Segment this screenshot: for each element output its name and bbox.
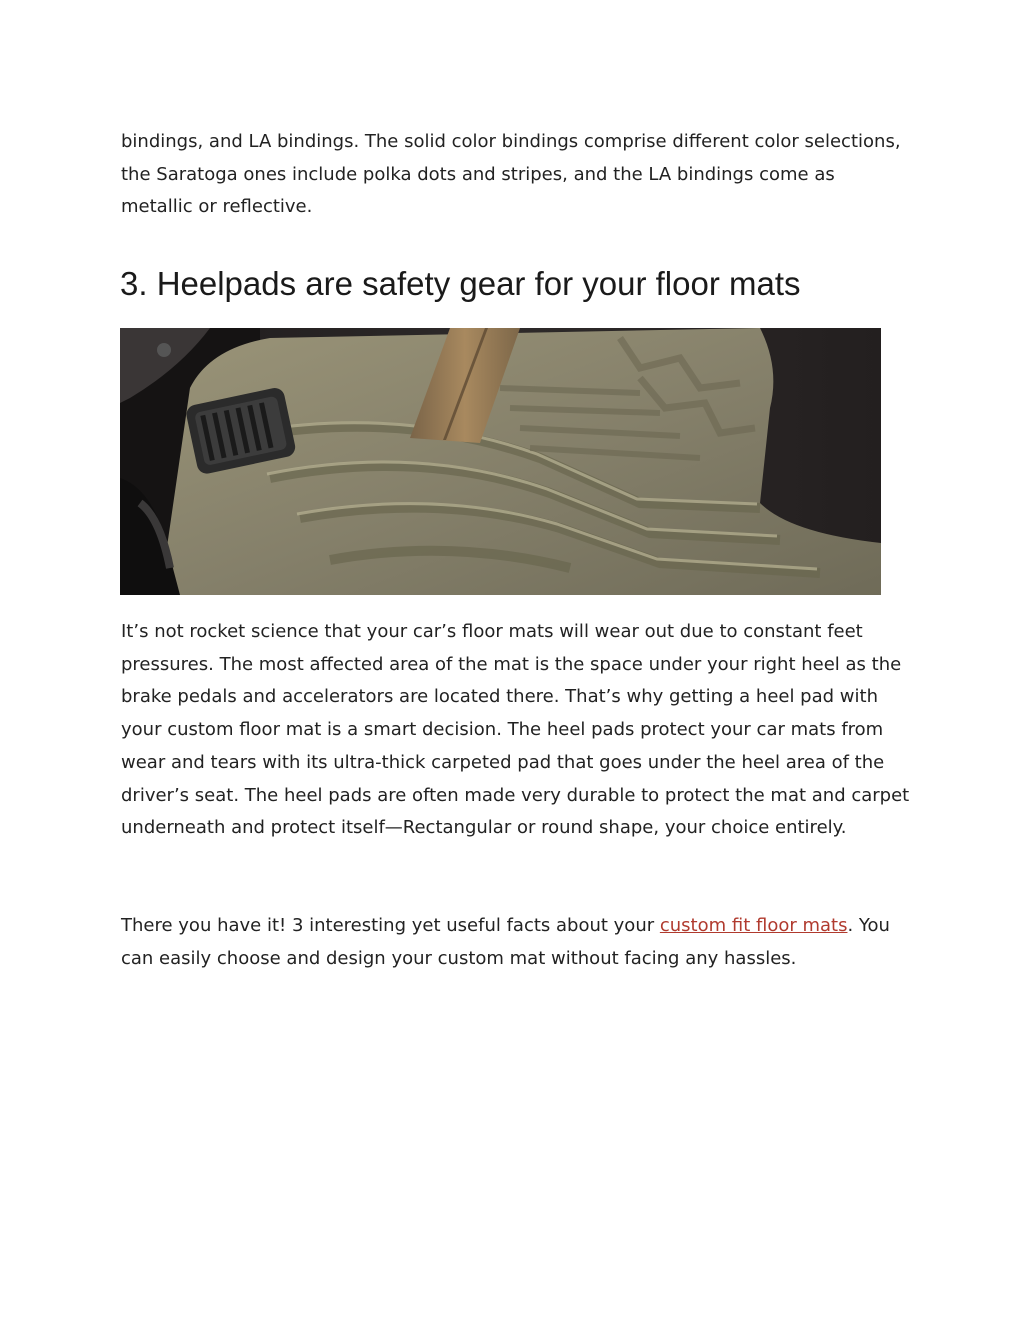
closing-text-after: . You can easily choose and design your custom mat without facing any hassles. — [121, 915, 890, 969]
floor-mat-photo — [120, 328, 881, 595]
closing-paragraph — [121, 910, 911, 975]
floor-mat-image — [120, 328, 881, 595]
closing-text-before: There you have it! 3 interesting yet useful facts about your — [121, 915, 660, 936]
heelpads-paragraph: It’s not rocket science that your car’s floor mats will wear out due to constant feet pressures. The most affected area of the mat is the space under your right heel as the brake pedals and accelerators are located there. That’s why getting a heel pad with your custom floor mat is a smart decision. The heel pads protect your car mats from wear and tears with its ultra-thick carpeted pad that goes under the heel area of the driver’s seat. The heel pads are often made very durable to protect the mat and carpet underneath and protect itself—Rectangular or round shape, your choice entirely. — [121, 621, 910, 839]
section-heading: 3. Heelpads are safety gear for your floor mats — [120, 265, 801, 302]
custom-fit-floor-mats-link[interactable]: custom fit floor mats — [659, 915, 848, 936]
intro-paragraph: bindings, and LA bindings. The solid color bindings comprise different color selections, the Saratoga ones include polka dots and stripes, and the LA bindings come as metallic or reflective. — [121, 131, 901, 218]
